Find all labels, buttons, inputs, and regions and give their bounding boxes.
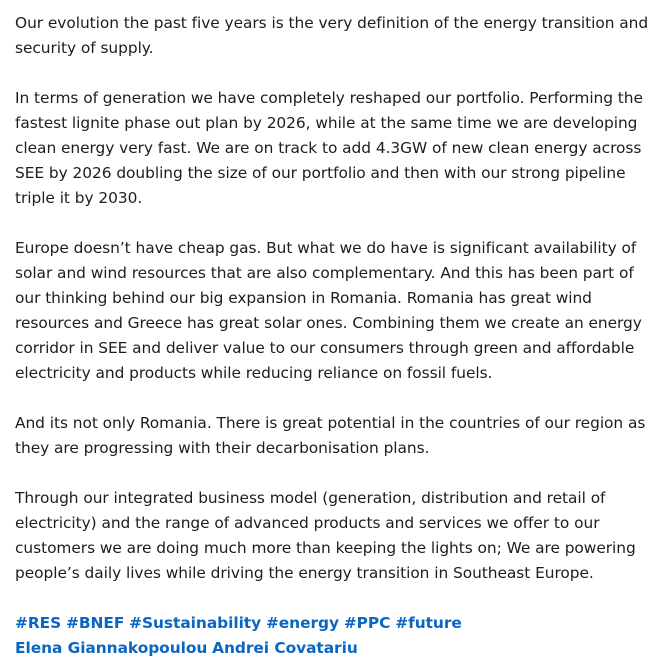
post-paragraph (15, 86, 665, 211)
post-text-line: fastest lignite phase out plan by 2026, while at the same time we are developing (15, 114, 638, 132)
post-text-line: customers we are doing much more than keeping the lights on; We are powering (15, 539, 636, 557)
mention-link-andrei-covatariu[interactable]: Andrei Covatariu (212, 639, 358, 657)
post-text-line: And its not only Romania. There is great potential in the countries of our region as (15, 414, 646, 432)
post-text-line: In terms of generation we have completely reshaped our portfolio. Performing the (15, 89, 643, 107)
post-text-line: SEE by 2026 doubling the size of our portfolio and then with our strong pipeline (15, 164, 626, 182)
hashtag-link-sustainability[interactable]: #Sustainability (129, 614, 262, 632)
post-text-line: clean energy very fast. We are on track to add 4.3GW of new clean energy across (15, 139, 642, 157)
hashtag-list (15, 611, 665, 636)
post-text-line: corridor in SEE and deliver value to our consumers through green and affordable (15, 339, 635, 357)
post-text-line: our thinking behind our big expansion in Romania. Romania has great wind (15, 289, 592, 307)
hashtag-link-ppc[interactable]: #PPC (343, 614, 391, 632)
post-text-line: people’s daily lives while driving the energy transition in Southeast Europe. (15, 564, 594, 582)
post-paragraph (15, 11, 665, 61)
post-paragraph (15, 486, 665, 586)
post-paragraph (15, 236, 665, 386)
post-text-line: Europe doesn’t have cheap gas. But what we do have is significant availability of (15, 239, 637, 257)
mention-list (15, 636, 665, 661)
post-text-line: security of supply. (15, 39, 154, 57)
post-paragraph (15, 411, 665, 461)
hashtag-link-energy[interactable]: #energy (265, 614, 339, 632)
post-text-line: resources and Greece has great solar ones. Combining them we create an energy (15, 314, 642, 332)
post-text-line: triple it by 2030. (15, 189, 143, 207)
mention-link-elena-giannakopoulou[interactable]: Elena Giannakopoulou (15, 639, 208, 657)
post-text-line: electricity and products while reducing reliance on fossil fuels. (15, 364, 493, 382)
post-body (15, 11, 665, 661)
post-text-line: electricity) and the range of advanced products and services we offer to our (15, 514, 600, 532)
post-text-line: Our evolution the past five years is the very definition of the energy transition and (15, 14, 649, 32)
hashtag-link-future[interactable]: #future (395, 614, 462, 632)
hashtag-link-res[interactable]: #RES (15, 614, 62, 632)
hashtag-link-bnef[interactable]: #BNEF (66, 614, 125, 632)
post-text-line: Through our integrated business model (generation, distribution and retail of (15, 489, 606, 507)
post-text-line: they are progressing with their decarbonisation plans. (15, 439, 430, 457)
post-text-line: solar and wind resources that are also complementary. And this has been part of (15, 264, 634, 282)
